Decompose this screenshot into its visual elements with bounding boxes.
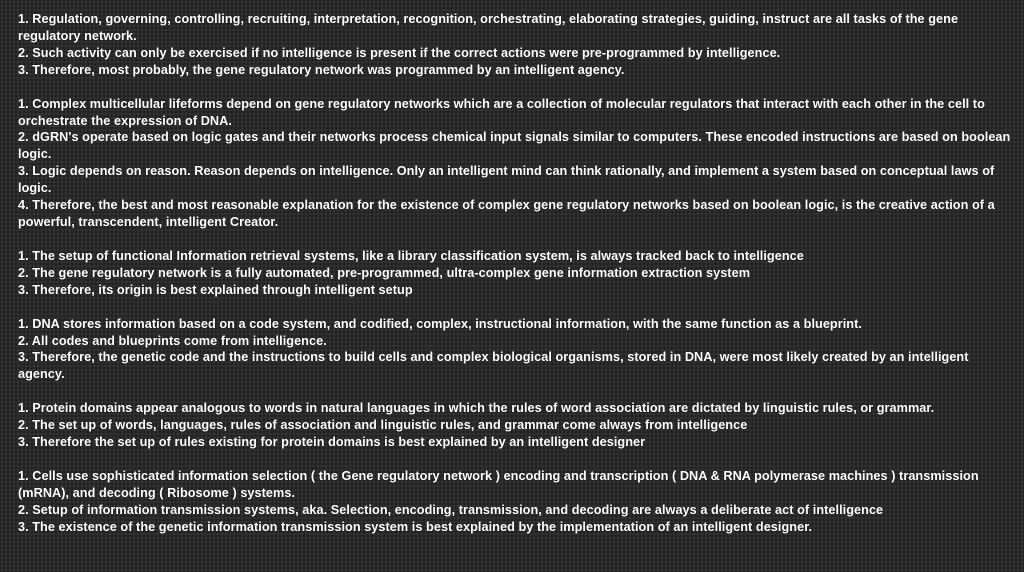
- premise-line: 1. DNA stores information based on a code system, and codified, complex, instructional information, with the same function as a blueprint.: [18, 316, 862, 331]
- premise-line: 2. The set up of words, languages, rules of association and linguistic rules, and grammar come always from intelligence: [18, 418, 748, 433]
- premise-line: 1. Protein domains appear analogous to words in natural languages in which the rules of word association are dictated by linguistic rules, or grammar.: [18, 401, 935, 416]
- conclusion-line: 3. Therefore, the genetic code and the instructions to build cells and complex biological organisms, stored in DNA, were most likely created by an intelligent agency.: [18, 350, 969, 382]
- premise-line: 3. Logic depends on reason. Reason depends on intelligence. Only an intelligent mind can think rationally, and implement a system based on conceptual laws of logic.: [18, 164, 995, 196]
- conclusion-line: 3. Therefore, most probably, the gene regulatory network was programmed by an intelligent agency.: [18, 62, 625, 77]
- premise-line: 2. dGRN's operate based on logic gates and their networks process chemical input signals similar to computers. These encoded instructions are based on boolean logic.: [18, 130, 1011, 162]
- argument-block-1: [18, 11, 1012, 79]
- premise-line: 2. Such activity can only be exercised if no intelligence is present if the correct actions were pre-programmed by intelligence.: [18, 45, 781, 60]
- premise-line: 1. The setup of functional Information retrieval systems, like a library classification system, is always tracked back to intelligence: [18, 248, 804, 263]
- conclusion-line: 4. Therefore, the best and most reasonable explanation for the existence of complex gene regulatory networks based on boolean logic, is the creative action of a powerful, transcendent, intelligent Creator.: [18, 198, 995, 229]
- argument-block-4: [18, 316, 1012, 384]
- conclusion-line: 3. The existence of the genetic information transmission system is best explained by the implementation of an intelligent designer.: [18, 519, 813, 534]
- argument-block-2: [18, 96, 1012, 231]
- premise-line: 1. Cells use sophisticated information selection ( the Gene regulatory network ) encoding and transcription ( DNA & RNA polymerase machines ) transmission (mRNA), and decoding ( Ribosome ) systems.: [18, 468, 979, 500]
- argument-block-6: [18, 468, 1012, 536]
- premise-line: 2. Setup of information transmission systems, aka. Selection, encoding, transmission, and decoding are always a deliberate act of intelligence: [18, 502, 884, 517]
- conclusion-line: 3. Therefore, its origin is best explained through intelligent setup: [18, 282, 413, 297]
- premise-line: 2. All codes and blueprints come from intelligence.: [18, 333, 327, 348]
- conclusion-line: 3. Therefore the set up of rules existing for protein domains is best explained by an intelligent designer: [18, 435, 646, 450]
- argument-block-3: [18, 248, 1012, 299]
- premise-line: 1. Regulation, governing, controlling, recruiting, interpretation, recognition, orchestrating, elaborating strategies, guiding, instruct are all tasks of the gene regulatory network.: [18, 12, 959, 43]
- premise-line: 1. Complex multicellular lifeforms depend on gene regulatory networks which are a collection of molecular regulators that interact with each other in the cell to orchestrate the expression of DNA.: [18, 96, 985, 128]
- premise-line: 2. The gene regulatory network is a fully automated, pre-programmed, ultra-complex gene information extraction system: [18, 265, 751, 280]
- argument-block-5: [18, 400, 1012, 451]
